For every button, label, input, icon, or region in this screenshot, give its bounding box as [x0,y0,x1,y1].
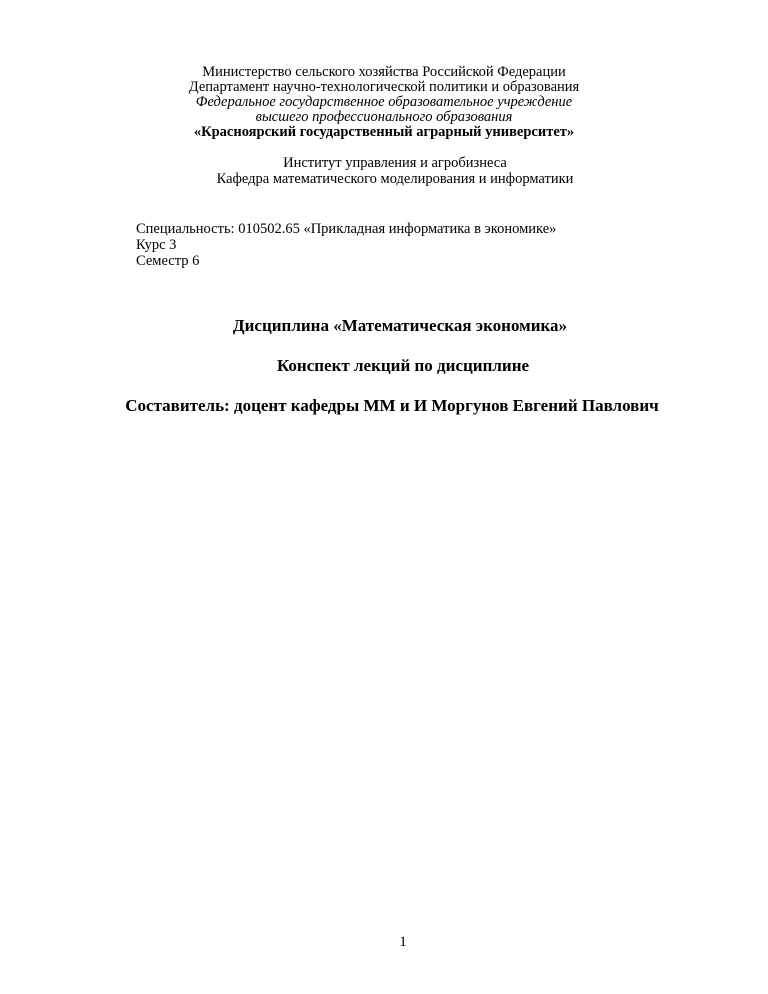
department-line: Департамент научно-технологической политики и образования [188,79,580,95]
chair-name: Кафедра математического моделирования и информатики [216,171,574,187]
semester-line: Семестр 6 [136,253,200,269]
discipline-title: Дисциплина «Математическая экономика» [232,316,568,335]
course-info [136,221,556,269]
course-line: Курс 3 [136,237,177,253]
university-name: «Красноярский государственный аграрный университет» [193,124,575,140]
page-number: 1 [399,934,407,950]
title-page-header [0,65,768,140]
author-line: Составитель: доцент кафедры ММ и И Моргунов Евгений Павлович [125,396,659,415]
institute-name: Институт управления и агробизнеса [283,155,507,171]
specialty-line: Специальность: 010502.65 «Прикладная информатика в экономике» [136,221,557,237]
institution-type-line-1: Федеральное государственное образовательное учреждение [195,94,573,110]
institute-block [0,155,768,187]
institution-type-line-2: высшего профессионального образования [255,109,513,125]
lecture-notes-title: Конспект лекций по дисциплине [276,356,530,375]
ministry-line: Министерство сельского хозяйства Российской Федерации [202,64,566,80]
